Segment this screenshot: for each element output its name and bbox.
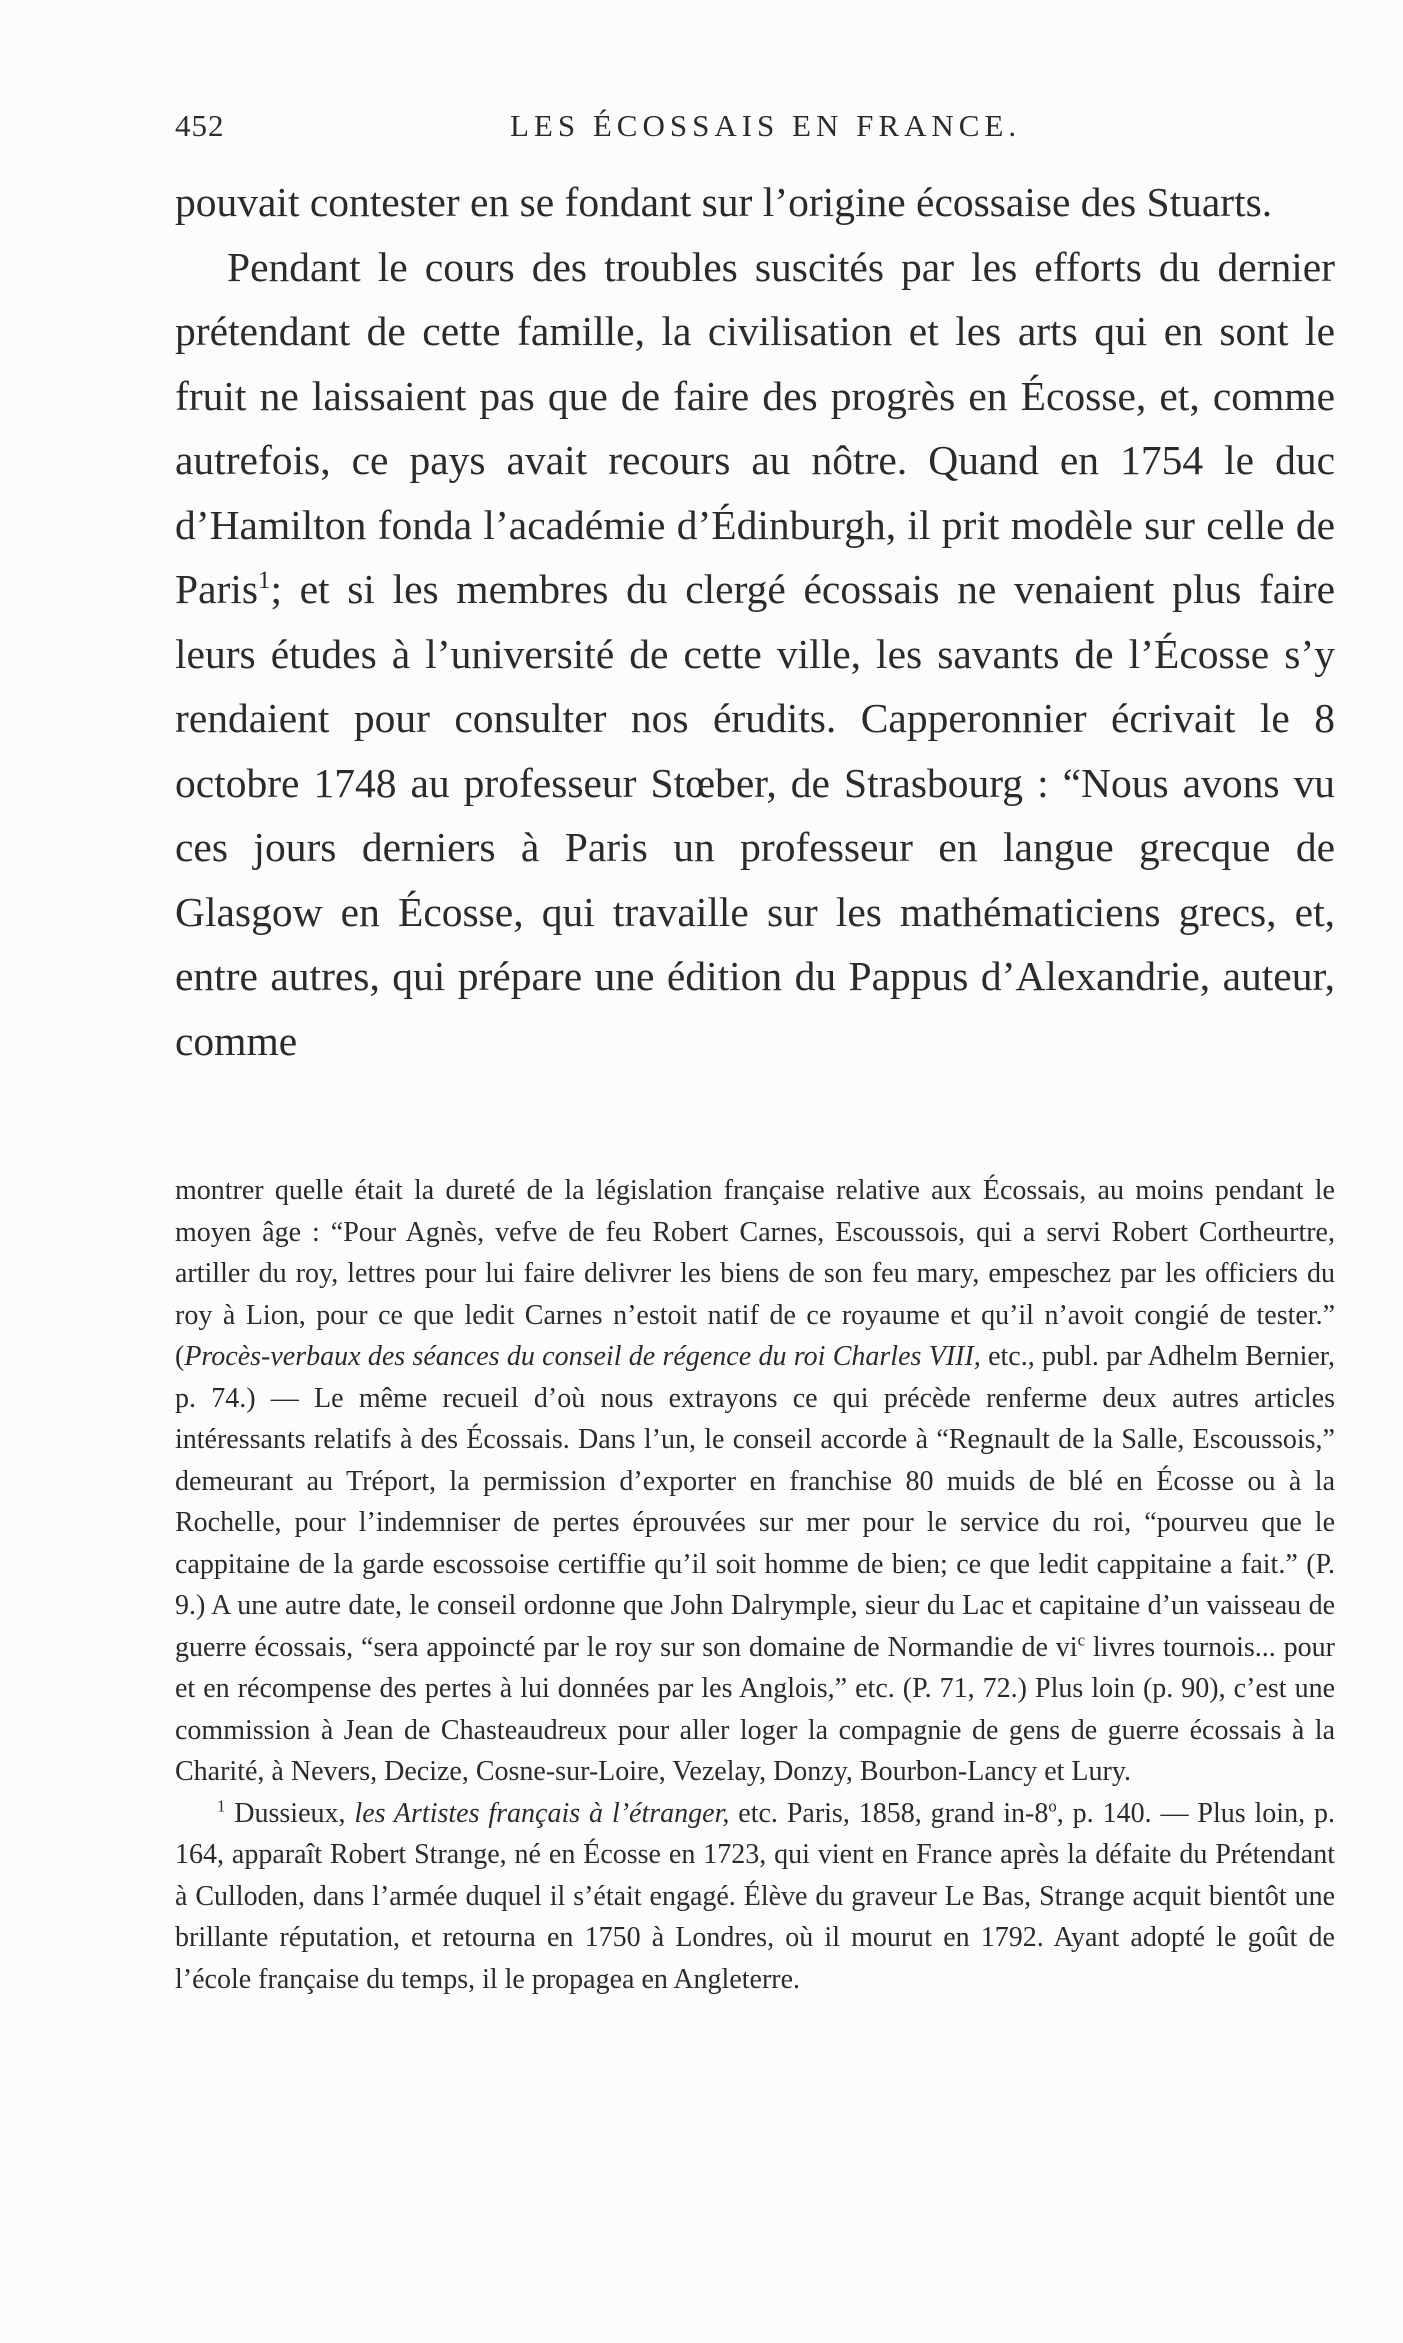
paragraph-2	[175, 235, 1335, 1074]
main-text	[175, 170, 1335, 1073]
page-number: 452	[175, 108, 225, 143]
footnote-1-part-a: Dussieux,	[225, 1797, 355, 1829]
paragraph-2-part-a: Pendant le cours des troubles suscités par les efforts du dernier prétendant de cette famille, la civilisation et les arts qui en sont le fruit ne laissaient pas que de faire des progrès en Écosse, et, comme autrefois, ce pays avait recours au nôtre. Quand en 1754 le duc d’Hamilton fonda l’académie d’Édinburgh, il prit modèle sur celle de Paris	[175, 243, 1335, 612]
page-header	[175, 108, 1180, 148]
footnote-1	[175, 1793, 1335, 2001]
footnote-1-part-b: etc. Paris, 1858, grand in-8	[729, 1797, 1049, 1829]
paragraph-2-part-b: ; et si les membres du clergé écossais ne venaient plus faire leurs études à l’université de cette ville, les savants de l’Écosse s’y rendaient pour consulter nos érudits. Capperonnier écrivait le 8 octobre 1748 au professeur Stœber, de Strasbourg : “Nous avons vu ces jours derniers à Paris un professeur en langue grecque de Glasgow en Écosse, qui travaille sur les mathématiciens grecs, et, entre autres, qui prépare une édition du Pappus d’Alexandrie, auteur, comme	[175, 566, 1335, 1064]
footnote-cont-part-c: livres tournois... pour et en récompense des pertes à lui données par les Anglois,” etc. (P. 71, 72.) Plus loin (p. 90), c’est une commission à Jean de Chasteaudreux pour aller loger la compagnie de gens de guerre écossais à la Charité, à Nevers, Decize, Cosne-sur-Loire, Vezelay, Donzy, Bourbon-Lancy et Lury.	[175, 1631, 1335, 1787]
footnotes	[175, 1170, 1335, 2000]
footnote-cont-title: Procès-verbaux des séances du conseil de régence du roi Charles VIII,	[184, 1341, 981, 1372]
footnote-ref-1: 1	[258, 567, 271, 595]
footnote-cont-part-b: etc., publ. par Adhelm Bernier, p. 74.) — Le même recueil d’où nous extrayons ce qui précède renferme deux autres articles intéressants relatifs à des Écossais. Dans l’un, le conseil accorde à “Regnault de la Salle, Escoussois,” demeurant au Tréport, la permission d’exporter en franchise 80 muids de blé en Écosse ou à la Rochelle, pour l’indemniser de pertes éprouvées sur mer pour le service du roi, “pourveu que le cappitaine de la garde escossoise certiffie qu’il soit homme de bien; ce que ledit cappitaine a fait.” (P. 9.) A une autre date, le conseil ordonne que John Dalrymple, sieur du Lac et capitaine d’un vaisseau de guerre écossais, “sera appoincté par le roy sur son domaine de Normandie de vi	[175, 1341, 1335, 1663]
footnote-1-title: les Artistes français à l’étranger,	[354, 1797, 730, 1829]
footnote-1-marker: 1	[217, 1796, 226, 1816]
footnote-1-degree: o	[1048, 1796, 1057, 1816]
paragraph-1: pouvait contester en se fondant sur l’origine écossaise des Stuarts.	[175, 179, 1273, 225]
footnote-continuation	[175, 1170, 1335, 1793]
running-title: LES ÉCOSSAIS EN FRANCE.	[510, 108, 1022, 143]
footnote-cont-superscript: c	[1077, 1630, 1086, 1650]
footnote-cont-part-a: montrer quelle était la dureté de la législation française relative aux Écossais, au moins pendant le moyen âge : “Pour Agnès, vefve de feu Robert Carnes, Escoussois, qui a servi Robert Cortheurtre, artiller du roy, lettres pour lui faire delivrer les biens de son feu mary, empeschez par les officiers du roy à Lion, pour ce que ledit Carnes n’estoit natif de ce royaume et qu’il n’avoit congié de tester.” (	[175, 1175, 1335, 1372]
footnote-1-part-c: , p. 140. — Plus loin, p. 164, apparaît Robert Strange, né en Écosse en 1723, qui vient en France après la défaite du Prétendant à Culloden, dans l’armée duquel il s’était engagé. Élève du graveur Le Bas, Strange acquit bientôt une brillante réputation, et retourna en 1750 à Londres, où il mourut en 1792. Ayant adopté le goût de l’école française du temps, il le propagea en Angleterre.	[175, 1797, 1335, 1995]
